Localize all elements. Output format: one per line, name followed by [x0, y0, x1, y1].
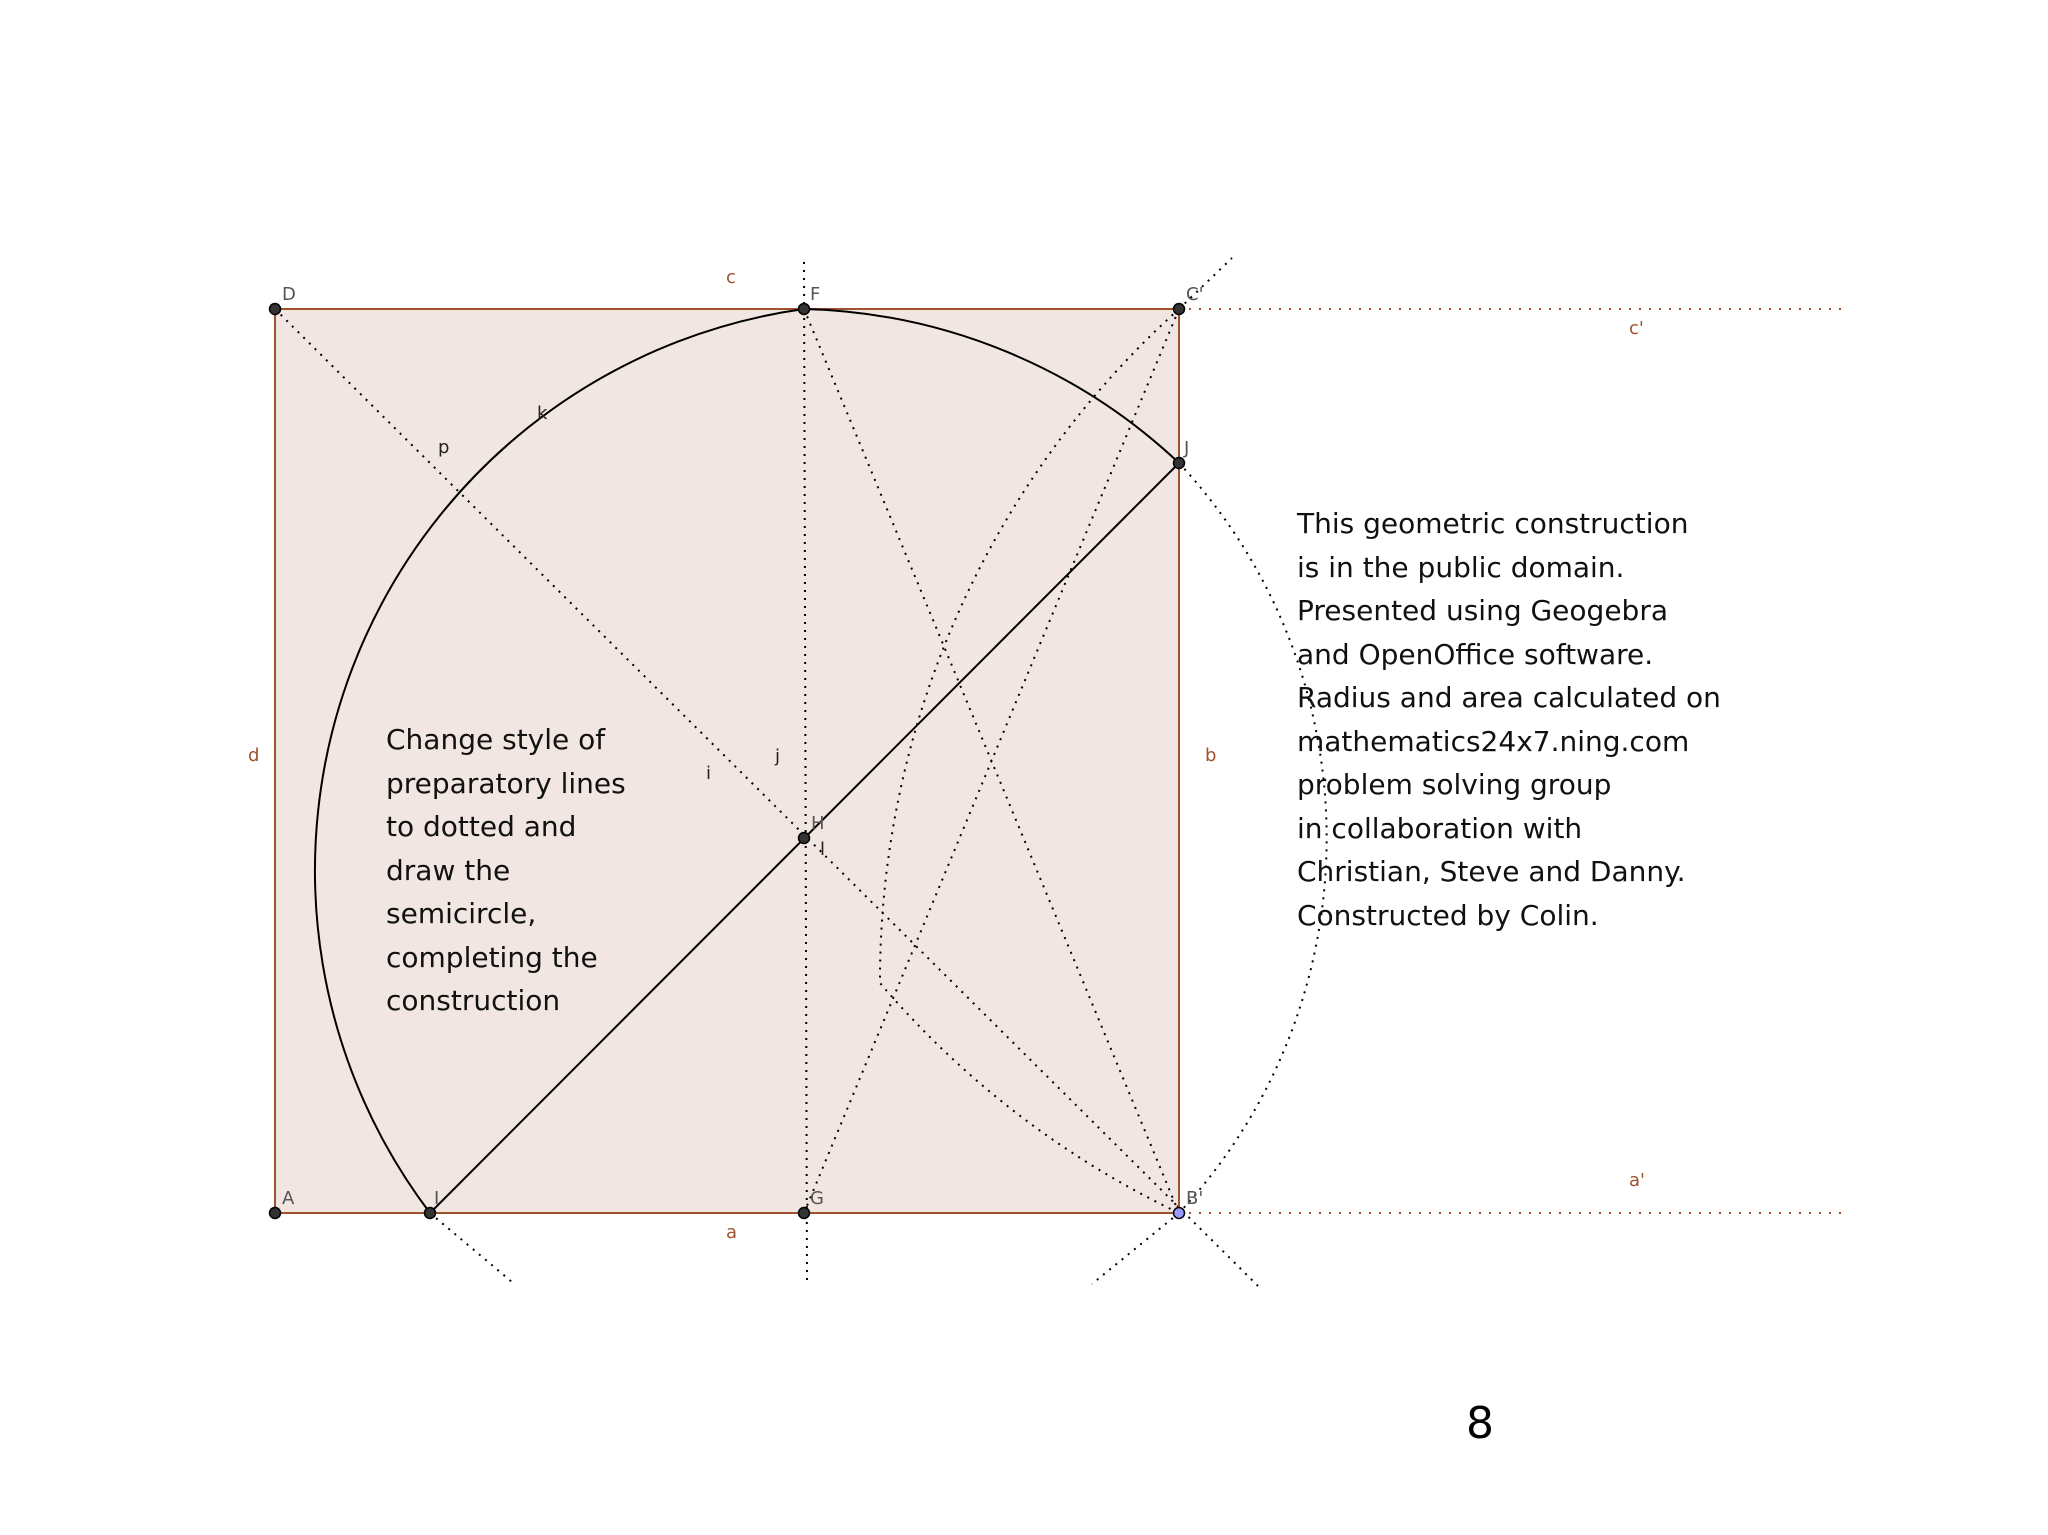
label-segment-a: a — [726, 1222, 738, 1243]
point-c — [1174, 304, 1185, 315]
label-curve-k: k — [537, 403, 548, 424]
label-point-g: G — [810, 1188, 824, 1209]
page-number: 8 — [1466, 1398, 1494, 1449]
line-i-extension — [430, 1213, 512, 1282]
point-h — [799, 833, 810, 844]
label-segment-c: c — [726, 267, 736, 288]
point-f — [799, 304, 810, 315]
label-point-b: B' — [1186, 1188, 1204, 1209]
label-segment-c-prime: c' — [1629, 318, 1644, 339]
instruction-note: Change style of preparatory lines to dotted and draw the semicircle, completing the construction — [386, 723, 626, 1017]
credits-note: This geometric construction is in the public domain. Presented using Geogebra and OpenOffice software. Radius and area calculated on mathematics24x7.ning.com problem solving group in collaboration with Christian, Steve and Danny. Constructed by Colin. — [1297, 507, 1721, 932]
point-a — [270, 1208, 281, 1219]
point-i — [425, 1208, 436, 1219]
point-d — [270, 304, 281, 315]
label-curve-l: l — [820, 839, 826, 860]
label-point-h: H — [811, 813, 825, 834]
label-point-j: J — [1184, 438, 1190, 459]
label-curve-j: j — [775, 746, 781, 767]
line-b-lower-left — [1092, 1213, 1179, 1284]
label-point-d: D — [282, 284, 296, 305]
point-b — [1174, 1208, 1185, 1219]
label-segment-a-prime: a' — [1629, 1170, 1645, 1191]
label-point-i: I — [434, 1188, 440, 1209]
label-curve-i: i — [706, 763, 712, 784]
label-point-a: A — [282, 1188, 295, 1209]
label-curve-p: p — [438, 437, 450, 458]
point-j — [1174, 458, 1185, 469]
point-g — [799, 1208, 810, 1219]
label-segment-d: d — [248, 745, 260, 766]
label-segment-b: b — [1205, 745, 1217, 766]
label-point-f: F — [810, 284, 821, 305]
label-point-c: C' — [1186, 284, 1204, 305]
